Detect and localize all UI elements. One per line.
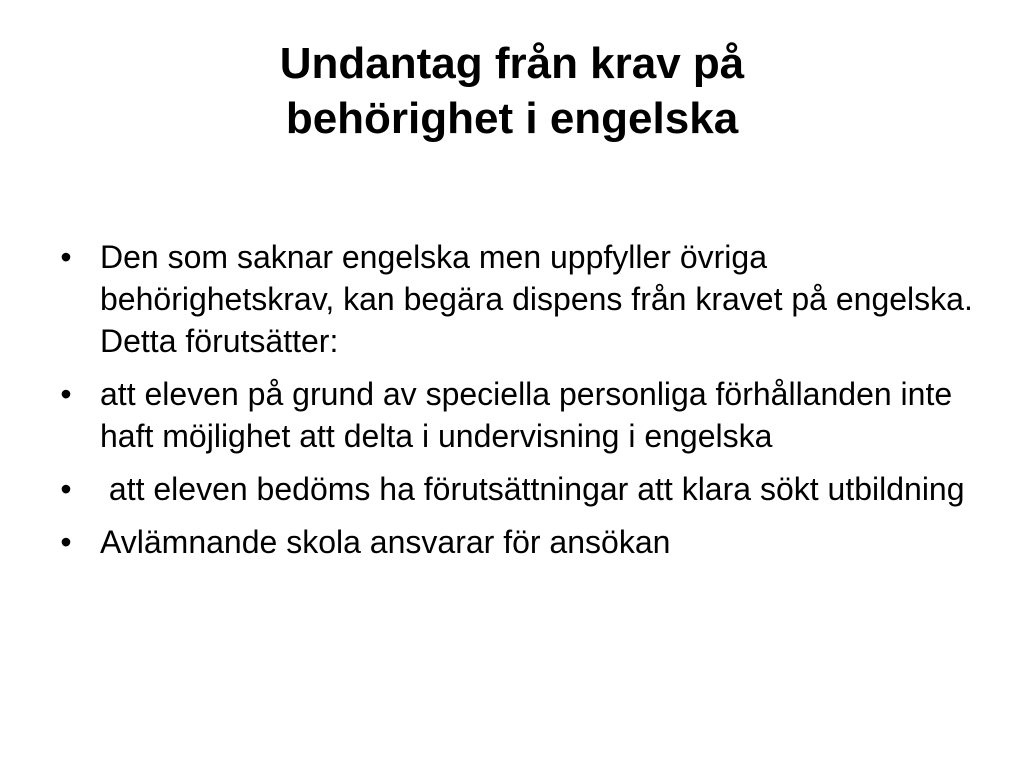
bullet-marker: • xyxy=(60,239,72,275)
bullet-item xyxy=(56,468,976,510)
slide-title-line: behörighet i engelska xyxy=(285,94,739,143)
bullet-text: att eleven på grund av speciella personliga förhållanden inte haft möjlighet att delta i undervisning i engelska xyxy=(100,376,962,454)
bullet-marker: • xyxy=(60,376,72,412)
bullet-text: att eleven bedöms ha förutsättningar att klara sökt utbildning xyxy=(100,471,965,507)
slide-title-line: Undantag från krav på xyxy=(279,39,745,88)
bullet-marker: • xyxy=(60,524,72,560)
bullet-list xyxy=(56,236,982,574)
bullet-item xyxy=(56,373,976,457)
slide-title xyxy=(0,36,1024,146)
bullet-marker: • xyxy=(60,471,72,507)
bullet-text: Avlämnande skola ansvarar för ansökan xyxy=(100,524,671,560)
bullet-text: Den som saknar engelska men uppfyller övriga behörighetskrav, kan begära dispens från kravet på engelska. Detta förutsätter: xyxy=(100,239,982,359)
bullet-item xyxy=(56,236,982,362)
bullet-item xyxy=(56,521,976,563)
